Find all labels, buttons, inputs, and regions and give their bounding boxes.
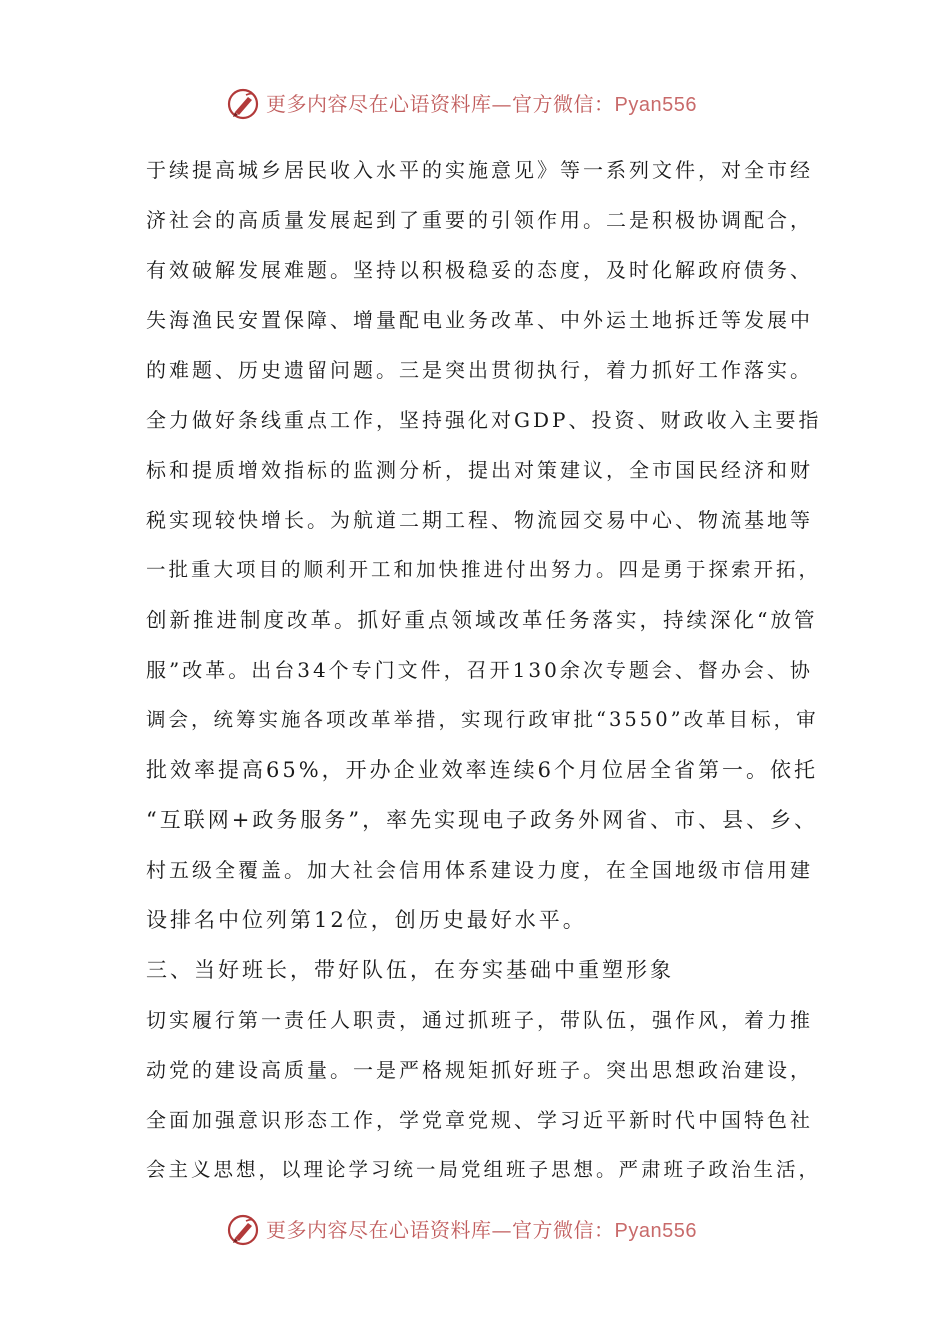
text-line: 切实履行第一责任人职责，通过抓班子，带队伍，强作风，着力推	[146, 1008, 813, 1032]
text-line: 于续提高城乡居民收入水平的实施意见》等一系列文件，对全市经	[146, 158, 813, 182]
text-line: 济社会的高质量发展起到了重要的引领作用。二是积极协调配合，	[146, 208, 813, 232]
text-line: 税实现较快增长。为航道二期工程、物流园交易中心、物流基地等	[146, 508, 813, 532]
text-line: 失海渔民安置保障、增量配电业务改革、中外运土地拆迁等发展中	[146, 308, 813, 332]
text-line: 三、当好班长，带好队伍，在夯实基础中重塑形象	[146, 958, 674, 982]
text-line: 全面加强意识形态工作，学党章党规、学习近平新时代中国特色社	[146, 1108, 813, 1132]
text-line: 批效率提高65%，开办企业效率连续6个月位居全省第一。依托	[146, 758, 819, 782]
footer-banner-text	[266, 1217, 697, 1244]
text-line: “互联网+政务服务”，率先实现电子政务外网省、市、县、乡、	[146, 808, 819, 832]
text-line: 创新推进制度改革。抓好重点领域改革任务落实，持续深化“放管	[146, 608, 818, 632]
text-line: 村五级全覆盖。加大社会信用体系建设力度，在全国地级市信用建	[146, 858, 813, 882]
text-line: 会主义思想，以理论学习统一局党组班子思想。严肃班子政治生活，	[146, 1158, 822, 1181]
header-banner-text	[266, 91, 697, 118]
footer-banner	[0, 1210, 950, 1250]
text-line: 全力做好条线重点工作，坚持强化对GDP、投资、财政收入主要指	[146, 408, 822, 432]
document-body	[146, 150, 822, 1200]
footer-banner-wechat: Pyan556	[614, 1220, 697, 1242]
header-banner-label: 更多内容尽在心语资料库—官方微信：	[266, 92, 615, 116]
text-line: 标和提质增效指标的监测分析，提出对策建议，全市国民经济和财	[146, 458, 813, 482]
text-line: 设排名中位列第12位，创历史最好水平。	[146, 908, 587, 932]
text-line: 服”改革。出台34个专门文件，召开130余次专题会、督办会、协	[146, 658, 813, 682]
text-line: 调会，统筹实施各项改革举措，实现行政审批“3550”改革目标，审	[146, 708, 819, 731]
header-banner-wechat: Pyan556	[614, 94, 697, 116]
pen-logo-icon	[226, 87, 260, 121]
footer-banner-label: 更多内容尽在心语资料库—官方微信：	[266, 1218, 615, 1242]
text-line: 动党的建设高质量。一是严格规矩抓好班子。突出思想政治建设，	[146, 1058, 813, 1082]
text-line: 有效破解发展难题。坚持以积极稳妥的态度，及时化解政府债务、	[146, 258, 813, 282]
pen-logo-icon	[226, 1213, 260, 1247]
text-line: 一批重大项目的顺利开工和加快推进付出努力。四是勇于探索开拓，	[146, 558, 822, 581]
text-line: 的难题、历史遗留问题。三是突出贯彻执行，着力抓好工作落实。	[146, 358, 813, 382]
header-banner	[0, 84, 950, 124]
